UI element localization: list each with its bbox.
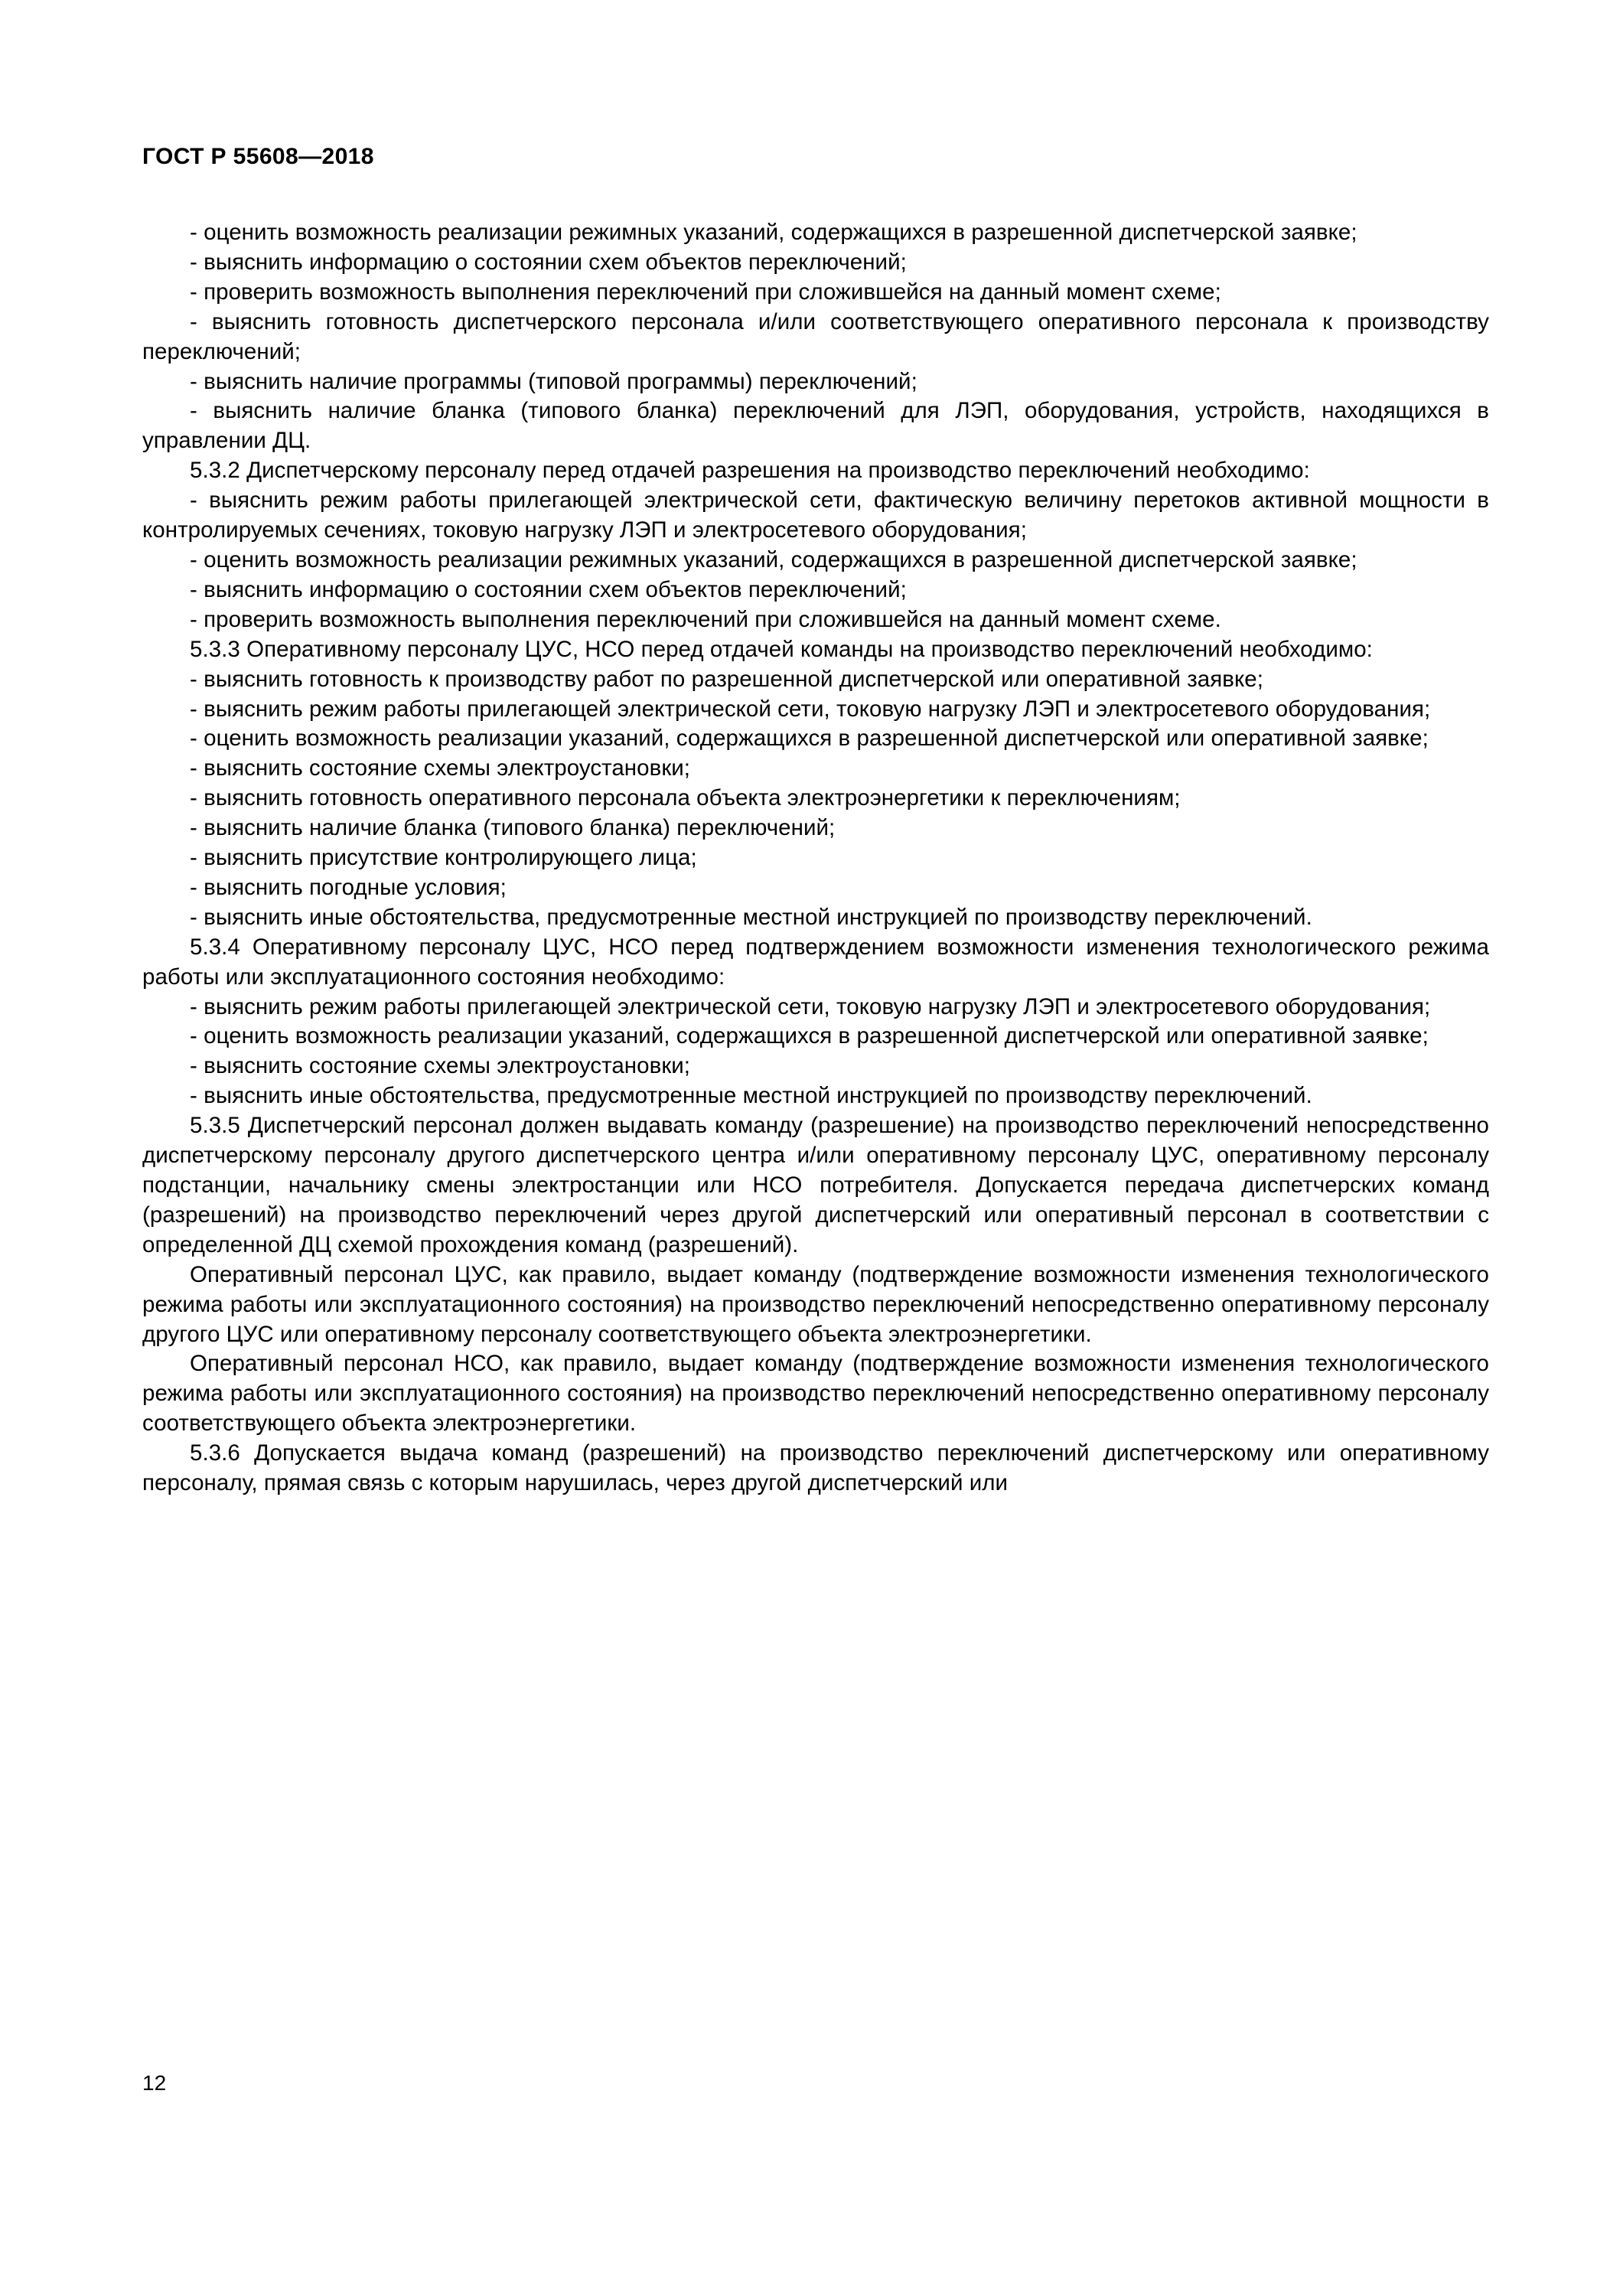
paragraph: - выяснить состояние схемы электроустановки; <box>190 755 691 781</box>
paragraph: - выяснить готовность оперативного персонала объекта электроэнергетики к переключениям; <box>190 785 1181 811</box>
paragraph: - выяснить наличие бланка (типового бланка) переключений для ЛЭП, оборудования, устройств, находящихся в управлении ДЦ. <box>142 398 1489 454</box>
paragraph: - выяснить режим работы прилегающей электрической сети, токовую нагрузку ЛЭП и электросетевого оборудования; <box>190 993 1431 1019</box>
paragraph: - выяснить иные обстоятельства, предусмотренные местной инструкцией по производству переключений. <box>190 1083 1312 1109</box>
paragraph: - оценить возможность реализации указаний, содержащихся в разрешенной диспетчерской или оперативной заявке; <box>190 726 1429 752</box>
paragraph: - выяснить присутствие контролирующего лица; <box>190 845 697 871</box>
paragraph: - выяснить информацию о состоянии схем объектов переключений; <box>190 576 907 602</box>
paragraph: - оценить возможность реализации режимных указаний, содержащихся в разрешенной диспетчерской заявке; <box>190 546 1357 572</box>
paragraph: - проверить возможность выполнения переключений при сложившейся на данный момент схеме. <box>190 606 1221 632</box>
paragraph: - выяснить состояние схемы электроустановки; <box>190 1053 691 1079</box>
clause-paragraph: 5.3.5 Диспетчерский персонал должен выдавать команду (разрешение) на производство переключений непосредственно диспетчерскому персоналу другого диспетчерского центра и/или оперативному персоналу ЦУС, оперативному персоналу подстанции, начальнику смены электростанции или НСО потребителя. Допускается передача диспетчерских команд (разрешений) на производство переключений через другой диспетчерский или оперативный персонал в соответствии с определенной ДЦ схемой прохождения команд (разрешений). <box>142 1113 1489 1257</box>
clause-paragraph: Оперативный персонал ЦУС, как правило, выдает команду (подтверждение возможности изменения технологического режима работы или эксплуатационного состояния) на производство переключений непосредственно оперативному персоналу другого ЦУС или оперативному персоналу соответствующего объекта электроэнергетики. <box>142 1261 1489 1347</box>
clause-paragraph: 5.3.2 Диспетчерскому персоналу перед отдачей разрешения на производство переключений необходимо: <box>190 458 1310 484</box>
clause-paragraph: 5.3.3 Оперативному персоналу ЦУС, НСО перед отдачей команды на производство переключений необходимо: <box>190 636 1373 662</box>
paragraph: - выяснить режим работы прилегающей электрической сети, токовую нагрузку ЛЭП и электросетевого оборудования; <box>190 696 1431 722</box>
paragraph: - выяснить готовность к производству работ по разрешенной диспетчерской или оперативной заявке; <box>190 666 1263 692</box>
paragraph: - выяснить погодные условия; <box>190 874 507 900</box>
paragraph: - выяснить информацию о состоянии схем объектов переключений; <box>190 249 907 275</box>
paragraph: - выяснить иные обстоятельства, предусмотренные местной инструкцией по производству переключений. <box>190 904 1312 930</box>
paragraph: - проверить возможность выполнения переключений при сложившейся на данный момент схеме; <box>190 279 1221 305</box>
paragraph: - оценить возможность реализации указаний, содержащихся в разрешенной диспетчерской или оперативной заявке; <box>190 1023 1429 1049</box>
paragraph: - выяснить наличие бланка (типового бланка) переключений; <box>190 815 836 841</box>
clause-paragraph: 5.3.4 Оперативному персоналу ЦУС, НСО перед подтверждением возможности изменения технологического режима работы или эксплуатационного состояния необходимо: <box>142 934 1489 990</box>
paragraph: - выяснить режим работы прилегающей электрической сети, фактическую величину перетоков активной мощности в контролируемых сечениях, токовую нагрузку ЛЭП и электросетевого оборудования; <box>142 488 1489 543</box>
paragraph: - оценить возможность реализации режимных указаний, содержащихся в разрешенной диспетчерской заявке; <box>190 220 1357 245</box>
clause-paragraph: Оперативный персонал НСО, как правило, выдает команду (подтверждение возможности изменения технологического режима работы или эксплуатационного состояния) на производство переключений непосредственно оперативному персоналу соответствующего объекта электроэнергетики. <box>142 1351 1489 1437</box>
page-header-standard-number: ГОСТ Р 55608—2018 <box>142 144 374 169</box>
page-number: 12 <box>142 2071 167 2095</box>
clause-paragraph: 5.3.6 Допускается выдача команд (разрешений) на производство переключений диспетчерскому или оперативному персоналу, прямая связь с которым нарушилась, через другой диспетчерский или <box>142 1440 1489 1496</box>
paragraph: - выяснить готовность диспетчерского персонала и/или соответствующего оперативного персонала к производству переключений; <box>142 308 1489 364</box>
document-body <box>142 218 1489 1499</box>
paragraph: - выяснить наличие программы (типовой программы) переключений; <box>190 368 917 394</box>
